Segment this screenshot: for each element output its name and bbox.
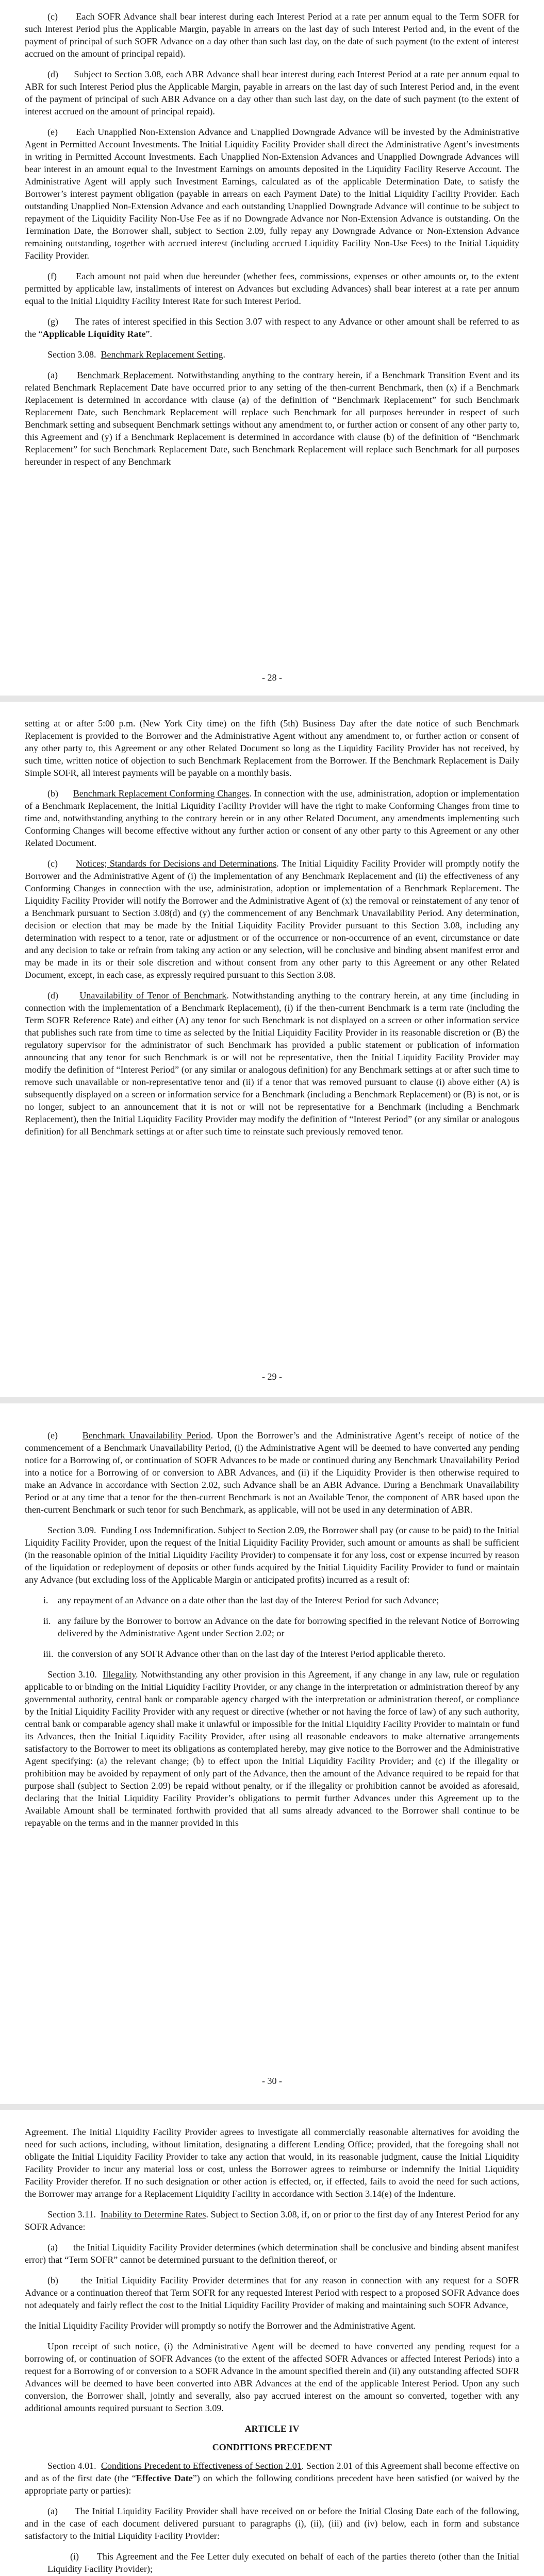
paragraph-g-applicable-rate: (g) The rates of interest specified in this Section 3.07 with respect to any Advance or other amount shall be referred to as the “Applicable Liquidity Rate”.	[25, 316, 519, 339]
paragraph-e-unapplied-advances: (e) Each Unapplied Non-Extension Advance and Unapplied Downgrade Advance will be invested by the Administrative Agent in Permitted Account Investments. The Initial Liquidity Facility Provider shall direct the Administrative Agent’s investments in writing in Permitted Account Investments. Each Unapplied Non-Extension Advances and Unapplied Downgrade Advances will bear interest in an amount equal to the Investment Earnings on amounts deposited in the Liquidity Facility Reserve Account. The Administrative Agent will apply such Investment Earnings, calculated as of the applicable Determination Date, to satisfy the Borrower’s interest payment obligation (payable in arrears on each Payment Date) to the Initial Liquidity Facility Provider. Each outstanding Unapplied Non-Extension Advance and each outstanding Unapplied Downgrade Advance will continue to be subject to repayment of the Liquidity Facility Non-Use Fee as if no Downgrade Advance nor Non-Extension Advance is outstanding. On the Termination Date, the Borrower shall, subject to Section 2.09, fully repay any Downgrade Advance or Non-Extension Advance remaining outstanding, together with accrued interest (including accrued Liquidity Facility Non-Use Fees) to the Initial Liquidity Facility Provider.	[25, 127, 519, 261]
conversion-paragraph: Upon receipt of such notice, (i) the Administrative Agent will be deemed to have converted any pending request for a borrowing of, or continuation of SOFR Advances (to the extent of the affected SOFR Advances or affected Interest Periods) into a request for a Borrowing of or conversion to a SOFR Advance in the amount specified therein and (ii) any outstanding affected SOFR Advances will be deemed to have been converted into ABR Advances at the end of the applicable Interest Period. Upon any such conversion, the Borrower shall, jointly and severally, also pay accrued interest on the amount so converted, together with any additional amounts required pursuant to Section 3.09.	[25, 2341, 519, 2413]
list-item: i. any repayment of an Advance on a date other than the last day of the Interest Period for such Advance;	[43, 1595, 439, 1605]
article-heading: ARTICLE IV	[244, 2424, 300, 2434]
list-item: iii. the conversion of any SOFR Advance other than on the last day of the Interest Period applicable thereto.	[43, 1649, 446, 1659]
page-number: - 28 -	[262, 672, 282, 683]
page-number: - 30 -	[262, 2076, 282, 2086]
section-3-10: Section 3.10. Illegality. Notwithstanding any other provision in this Agreement, if any change in any law, rule or regulation applicable to or binding on the Initial Liquidity Facility Provider, or any change in the interpretation or administration thereof by any governmental authority, central bank or comparable agency charged with the interpretation or administration thereof, or compliance by the Initial Liquidity Facility Provider with any request or directive (whether or not having the force of law) of any such authority, central bank or comparable agency shall make it unlawful or impossible for the Initial Liquidity Facility Provider to maintain or fund its Advances, then the Initial Liquidity Facility Provider, after using all reasonable endeavors to make alternative arrangements satisfactory to the Borrower to meet its obligations as contemplated hereby, may give notice to the Borrower and the Administrative Agent specifying: (a) the relevant change; (b) to effect upon the Initial Liquidity Facility Provider; and (c) if the illegality or prohibition may be avoided by repayment of only part of the Advance, then the amount of the Advance required to be repaid for that purpose shall (subject to Section 2.09) be repaid without penalty, or if the illegality or prohibition cannot be avoided as aforesaid, declaring that the Initial Liquidity Facility Provider’s obligations to permit further Advances under this Agreement up to the Available Amount shall be terminated forthwith provided that all sums already advanced to the Borrower shall continue to be repayable on the terms and in the manner provided in this	[25, 1669, 519, 1828]
section-3-08-heading: Section 3.08. Benchmark Replacement Setting.	[47, 349, 225, 360]
defined-term: Effective Date	[136, 2473, 193, 2483]
paragraph-d-abr-advance: (d) Subject to Section 3.08, each ABR Advance shall bear interest during each Interest Period at a rate per annum equal to ABR for such Interest Period plus the Applicable Margin, payable in arrears on the last day of such Interest Period and, in the event of the payment of principal of such ABR Advance on a day other than such last day, on the date of such payment (to the extent of interest accrued on the amount of principal repaid).	[25, 69, 519, 116]
continuation-paragraph: setting at or after 5:00 p.m. (New York City time) on the fifth (5th) Business Day after the date notice of such Benchmark Replacement is provided to the Borrower and the Administrative Agent without any amendment to, or further action or consent of any other party to, this Agreement or any other Related Document so long as the Liquidity Facility Provider has not received, by such time, written notice of objection to such Benchmark Replacement from the Borrower. If the Benchmark Replacement is Daily Simple SOFR, all interest payments will be payable on a monthly basis.	[25, 718, 519, 778]
paragraph-c-sofr-advance: (c) Each SOFR Advance shall bear interest during each Interest Period at a rate per annum equal to the Term SOFR for such Interest Period plus the Applicable Margin, payable in arrears on the last day of such Interest Period and, in the event of the payment of principal of such SOFR Advance on a day other than such last day, on the date of such payment (to the extent of interest accrued on the amount of principal repaid).	[25, 11, 519, 59]
notify-paragraph: the Initial Liquidity Facility Provider will promptly so notify the Borrower and the Administrative Agent.	[25, 2320, 416, 2331]
page-separator	[0, 2104, 544, 2110]
paragraph-c-notices: (c) Notices; Standards for Decisions and Determinations. The Initial Liquidity Facility Provider will promptly notify the Borrower and the Administrative Agent of (i) the implementation of any Benchmark Replacement and (ii) the effectiveness of any Conforming Changes in connection with the use, administration, adoption or implementation of a Benchmark Replacement. The Liquidity Facility Provider will notify the Borrower and the Administrative Agent of (x) the removal or reinstatement of any tenor of a Benchmark pursuant to Section 3.08(d) and (y) the commencement of any Benchmark Unavailability Period. Any determination, decision or election that may be made by the Initial Liquidity Facility Provider pursuant to this Section 3.08, including any determination with respect to a tenor, rate or adjustment or of the occurrence or non-occurrence of an event, circumstance or date and any decision to take or refrain from taking any action or any selection, will be conclusive and binding absent manifest error and may be made in its or their sole discretion and without consent from any other party to this Agreement or any other Related Document, except, in each case, as expressly required pursuant to this Section 3.08.	[25, 858, 519, 980]
continuation-paragraph: Agreement. The Initial Liquidity Facility Provider agrees to investigate all commercially reasonable alternatives for avoiding the need for such actions, including, without limitation, designating a different Lending Office; provided, that the foregoing shall not obligate the Initial Liquidity Facility Provider to take any action that would, in its reasonable judgment, cause the Initial Liquidity Facility Provider to incur any material loss or cost, unless the Borrower agrees to reimburse or indemnify the Initial Liquidity Facility Provider therefor. If no such designation or other action is effected, or, if effected, fails to avoid the need for such actions, the Borrower may arrange for a Replacement Liquidity Facility in accordance with Section 3.14(e) of the Indenture.	[25, 2127, 519, 2199]
section-3-11: Section 3.11. Inability to Determine Rates. Subject to Section 3.08, if, on or prior to the first day of any Interest Period for any SOFR Advance:	[25, 2209, 519, 2232]
list-item: ii. any failure by the Borrower to borrow an Advance on the date for borrowing specified in the relevant Notice of Borrowing delivered by the Administrative Agent under Section 2.02; or	[43, 1616, 519, 1638]
page-separator	[0, 1397, 544, 1403]
paragraph-b-conforming-changes: (b) Benchmark Replacement Conforming Changes. In connection with the use, administration, adoption or implementation of a Benchmark Replacement, the Initial Liquidity Facility Provider will have the right to make Conforming Changes from time to time and, notwithstanding anything to the contrary herein or in any other Related Document, any amendments implementing such Conforming Changes will become effective without any further action or consent of any other party to this Agreement or any other Related Document.	[25, 788, 519, 848]
article-title: CONDITIONS PRECEDENT	[212, 2442, 332, 2452]
section-3-09: Section 3.09. Funding Loss Indemnification. Subject to Section 2.09, the Borrower shall pay (or cause to be paid) to the Initial Liquidity Facility Provider, upon the request of the Initial Liquidity Facility Provider, such amount or amounts as shall be sufficient (in the reasonable opinion of the Initial Liquidity Facility Provider) to compensate it for any loss, cost or expense incurred by reason of the liquidation or redeployment of deposits or other funds acquired by the Initial Liquidity Facility Provider to fund or maintain any Advance (but excluding loss of the Applicable Margin or anticipated profits) incurred as a result of:	[25, 1525, 519, 1585]
page-31	[0, 2110, 544, 2576]
paragraph-f-unpaid-amounts: (f) Each amount not paid when due hereunder (whether fees, commissions, expenses or other amounts or, to the extent permitted by applicable law, installments of interest on Advances but excluding Advances) shall bear interest at a rate per annum equal to the Initial Liquidity Facility Interest Rate for such Interest Period.	[25, 271, 519, 306]
paragraph-e-unavailability-period: (e) Benchmark Unavailability Period. Upon the Borrower’s and the Administrative Agent’s receipt of notice of the commencement of a Benchmark Unavailability Period, (i) the Administrative Agent will be deemed to have converted any pending notice for a Borrowing of, or continuation of SOFR Advances to be made or continued during any Benchmark Unavailability Period into a notice for a Borrowing of or conversion to ABR Advances, and (ii) if the Liquidity Provider is then otherwise required to make an Advance in accordance with Section 2.02, such Advance shall be an ABR Advance. During a Benchmark Unavailability Period or at any time that a tenor for the then-current Benchmark is not an Available Tenor, the component of ABR based upon the then-current Benchmark or such tenor for such Benchmark, as applicable, will not be used in any determination of ABR.	[25, 1430, 519, 1515]
page-number: - 29 -	[262, 1371, 282, 1382]
page-30	[0, 1403, 544, 2104]
paragraph-a-benchmark-replacement: (a) Benchmark Replacement. Notwithstanding anything to the contrary herein, if a Benchmark Transition Event and its related Benchmark Replacement Date have occurred prior to any setting of the then-current Benchmark, then (x) if a Benchmark Replacement is determined in accordance with clause (a) of the definition of “Benchmark Replacement” for such Benchmark Replacement Date, such Benchmark Replacement will replace such Benchmark for all purposes hereunder in respect of such Benchmark setting and subsequent Benchmark settings without any amendment to, or further action or consent of any other party to, this Agreement and (y) if a Benchmark Replacement is determined in accordance with clause (b) of the definition of “Benchmark Replacement” for such Benchmark Replacement Date, such Benchmark Replacement will replace such Benchmark for all purposes hereunder in respect of any Benchmark	[25, 370, 519, 467]
defined-term: Applicable Liquidity Rate	[42, 329, 146, 339]
paragraph-i-agreement: (i) This Agreement and the Fee Letter duly executed on behalf of each of the parties thereto (other than the Initial Liquidity Facility Provider);	[47, 2551, 519, 2574]
page-29	[0, 702, 544, 1397]
paragraph-b-term-sofr-cost: (b) the Initial Liquidity Facility Provider determines that for any reason in connection with any request for a SOFR Advance or a continuation thereof that Term SOFR for any requested Interest Period with respect to a proposed SOFR Advance does not adequately and fairly reflect the cost to the Initial Liquidity Facility Provider of making and maintaining such SOFR Advance,	[25, 2275, 519, 2310]
page-28	[0, 0, 544, 696]
paragraph-a-term-sofr: (a) the Initial Liquidity Facility Provider determines (which determination shall be conclusive and binding absent manifest error) that “Term SOFR” cannot be determined pursuant to the definition thereof, or	[25, 2242, 519, 2265]
section-4-01: Section 4.01. Conditions Precedent to Effectiveness of Section 2.01. Section 2.01 of this Agreement shall become effective on and as of the first date (the “Effective Date”) on which the following conditions precedent have been satisfied (or waived by the appropriate party or parties):	[25, 2461, 519, 2496]
paragraph-a-conditions: (a) The Initial Liquidity Facility Provider shall have received on or before the Initial Closing Date each of the following, and in the case of each document delivered pursuant to paragraphs (i), (ii), (iii) and (iv) below, each in form and substance satisfactory to the Initial Liquidity Facility Provider:	[25, 2506, 519, 2541]
paragraph-d-unavailability-tenor: (d) Unavailability of Tenor of Benchmark. Notwithstanding anything to the contrary herein, at any time (including in connection with the implementation of a Benchmark Replacement), (i) if the then-current Benchmark is a term rate (including the Term SOFR Reference Rate) and either (A) any tenor for such Benchmark is not displayed on a screen or other information service that publishes such rate from time to time as selected by the Initial Liquidity Facility Provider in its reasonable discretion or (B) the regulatory supervisor for the administrator of such Benchmark has provided a public statement or publication of information announcing that any tenor for such Benchmark is or will not be representative, then the Initial Liquidity Facility Provider may modify the definition of “Interest Period” (or any similar or analogous definition) for any Benchmark settings at or after such time to remove such unavailable or non-representative tenor and (ii) if a tenor that was removed pursuant to clause (i) above either (A) is subsequently displayed on a screen or information service for a Benchmark (including a Benchmark Replacement) or (B) is not, or is no longer, subject to an announcement that it is not or will not be representative for a Benchmark (including a Benchmark Replacement), then the Initial Liquidity Facility Provider may modify the definition of “Interest Period” (or any similar or analogous definition) for all Benchmark settings at or after such time to reinstate such previously removed tenor.	[25, 990, 519, 1137]
page-separator	[0, 696, 544, 702]
